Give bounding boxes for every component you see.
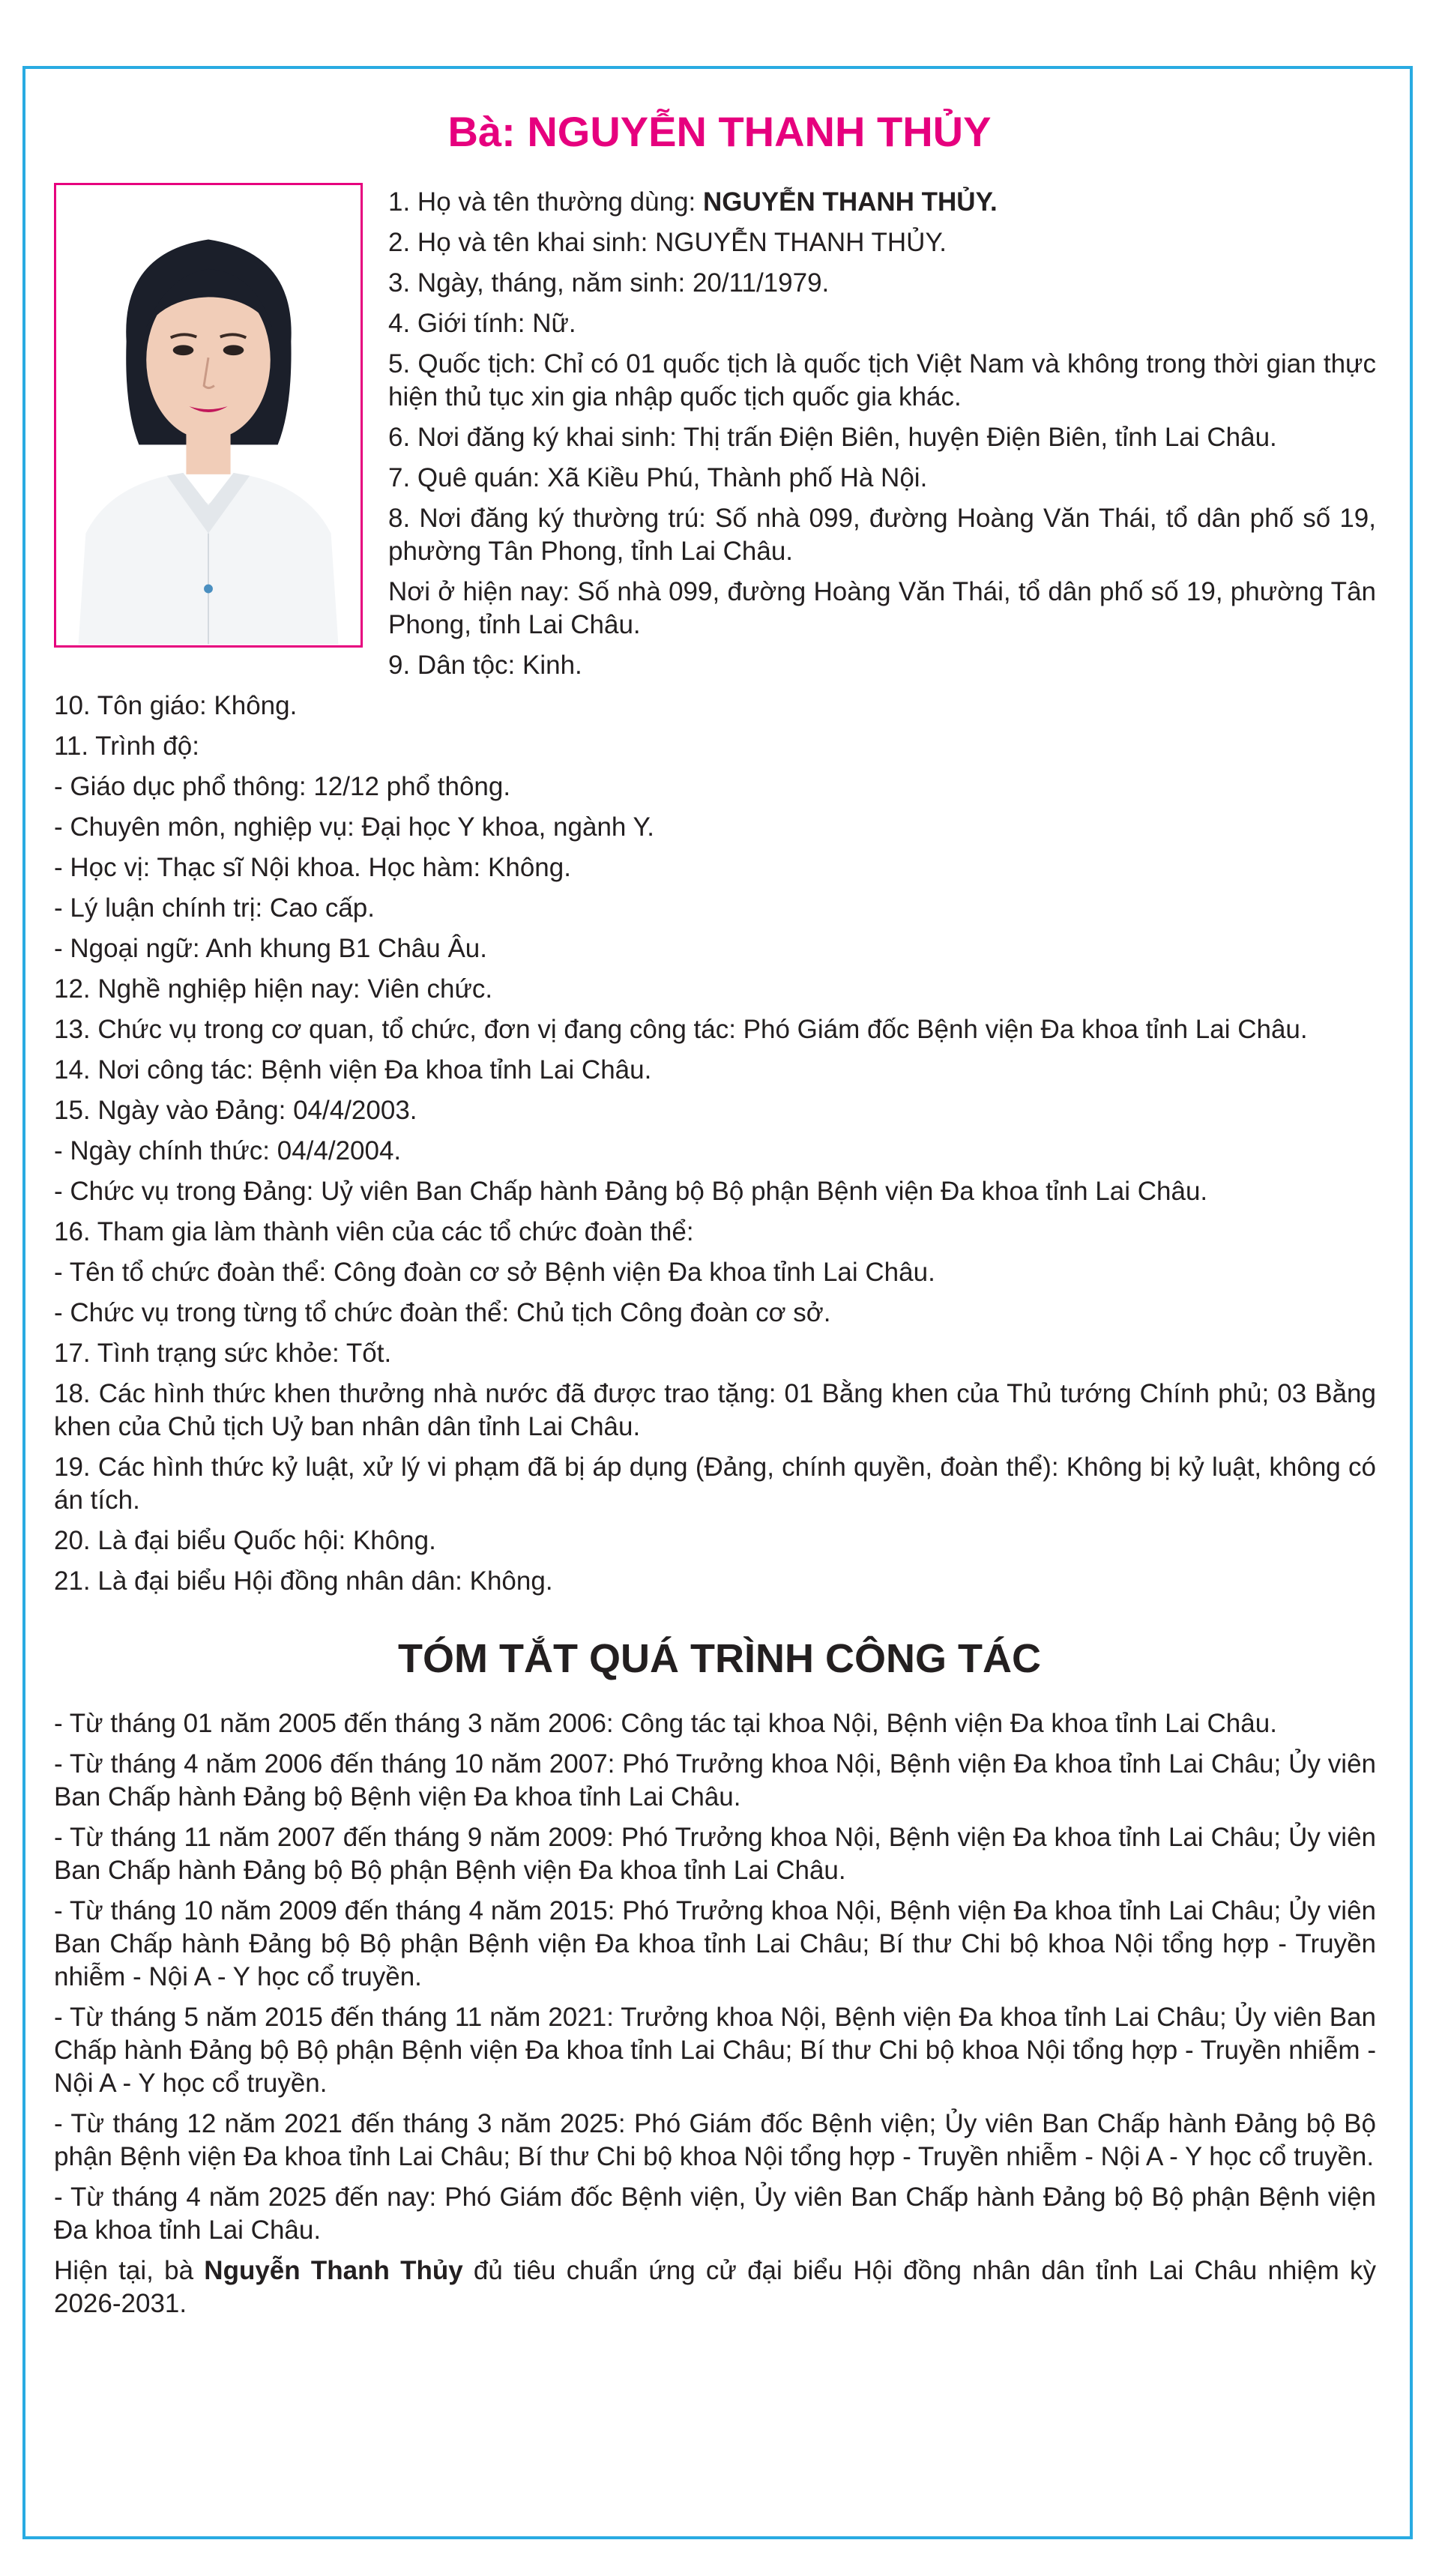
info-item: 17. Tình trạng sức khỏe: Tốt. — [54, 1339, 392, 1368]
work-history-title: TÓM TẮT QUÁ TRÌNH CÔNG TÁC — [398, 1636, 1041, 1681]
info-item: Nơi ở hiện nay: Số nhà 099, đường Hoàng Văn Thái, tổ dân phố số 19, phường Tân Phong, tỉnh Lai Châu. — [388, 577, 1376, 639]
work-history-item: - Từ tháng 10 năm 2009 đến tháng 4 năm 2015: Phó Trưởng khoa Nội, Bệnh viện Đa khoa tỉnh Lai Châu; Ủy viên Ban Chấp hành Đảng bộ Bộ phận Bệnh viện Đa khoa tỉnh Lai Châu; Bí thư Chi bộ khoa Nội tổng hợp - Truyền nhiễm - Nội A - Y học cổ truyền. — [54, 1896, 1376, 1991]
info-item: - Chuyên môn, nghiệp vụ: Đại học Y khoa, ngành Y. — [54, 812, 655, 842]
work-history-item: - Từ tháng 12 năm 2021 đến tháng 3 năm 2025: Phó Giám đốc Bệnh viện; Ủy viên Ban Chấp hành Đảng bộ Bộ phận Bệnh viện Đa khoa tỉnh Lai Châu; Bí thư Chi bộ khoa Nội tổng hợp - Truyền nhiễm - Nội A - Y học cổ truyền. — [54, 2109, 1376, 2171]
info-item: 16. Tham gia làm thành viên của các tổ chức đoàn thể: — [54, 1217, 694, 1246]
info-item — [388, 186, 1376, 219]
info-item: 21. Là đại biểu Hội đồng nhân dân: Không. — [54, 1566, 553, 1596]
info-item: 5. Quốc tịch: Chỉ có 01 quốc tịch là quốc tịch Việt Nam và không trong thời gian thực hiện thủ tục xin gia nhập quốc tịch quốc gia khác. — [388, 349, 1376, 411]
info-item: 20. Là đại biểu Quốc hội: Không. — [54, 1526, 436, 1555]
info-item-value: NGUYỄN THANH THỦY. — [702, 187, 998, 217]
candidate-name: Nguyễn Thanh Thủy — [204, 2256, 463, 2285]
info-item: - Chức vụ trong Đảng: Uỷ viên Ban Chấp hành Đảng bộ Bộ phận Bệnh viện Đa khoa tỉnh Lai Châu. — [54, 1177, 1208, 1206]
info-item: - Ngày chính thức: 04/4/2004. — [54, 1136, 402, 1165]
info-item-label: 1. Họ và tên thường dùng: — [388, 187, 703, 217]
info-item: 8. Nơi đăng ký thường trú: Số nhà 099, đường Hoàng Văn Thái, tổ dân phố số 19, phường Tân Phong, tỉnh Lai Châu. — [388, 504, 1376, 566]
info-item: 2. Họ và tên khai sinh: NGUYỄN THANH THỦY. — [388, 228, 947, 257]
portrait-image — [56, 185, 360, 645]
portrait-photo — [54, 183, 363, 648]
work-history-item: - Từ tháng 5 năm 2015 đến tháng 11 năm 2021: Trưởng khoa Nội, Bệnh viện Đa khoa tỉnh Lai Châu; Ủy viên Ban Chấp hành Đảng bộ Bộ phận Bệnh viện Đa khoa tỉnh Lai Châu; Bí thư Chi bộ khoa Nội tổng hợp - Truyền nhiễm - Nội A - Y học cổ truyền. — [54, 2003, 1376, 2098]
personal-info-lower — [54, 690, 1376, 1605]
page-title: Bà: NGUYỄN THANH THỦY — [447, 108, 992, 155]
info-item: 10. Tôn giáo: Không. — [54, 691, 298, 720]
info-item: - Lý luận chính trị: Cao cấp. — [54, 893, 375, 923]
info-item: 6. Nơi đăng ký khai sinh: Thị trấn Điện Biên, huyện Điện Biên, tỉnh Lai Châu. — [388, 423, 1277, 452]
work-history-list — [54, 1707, 1376, 2328]
personal-info-upper — [388, 186, 1376, 690]
info-item: 12. Nghề nghiệp hiện nay: Viên chức. — [54, 974, 493, 1004]
info-item: - Chức vụ trong từng tổ chức đoàn thể: Chủ tịch Công đoàn cơ sở. — [54, 1298, 831, 1327]
closing-text-end: đủ tiêu chuẩn ứng cử đại biểu Hội đồng nhân dân tỉnh Lai Châu nhiệm kỳ 2026-2031. — [54, 2256, 1376, 2318]
info-item: 7. Quê quán: Xã Kiều Phú, Thành phố Hà Nội. — [388, 463, 928, 492]
info-item: - Giáo dục phổ thông: 12/12 phổ thông. — [54, 772, 511, 801]
work-history-item: - Từ tháng 11 năm 2007 đến tháng 9 năm 2009: Phó Trưởng khoa Nội, Bệnh viện Đa khoa tỉnh Lai Châu; Ủy viên Ban Chấp hành Đảng bộ Bộ phận Bệnh viện Đa khoa tỉnh Lai Châu. — [54, 1823, 1376, 1885]
work-history-item: - Từ tháng 01 năm 2005 đến tháng 3 năm 2006: Công tác tại khoa Nội, Bệnh viện Đa khoa tỉnh Lai Châu. — [54, 1709, 1277, 1738]
info-item: - Tên tổ chức đoàn thể: Công đoàn cơ sở Bệnh viện Đa khoa tỉnh Lai Châu. — [54, 1258, 935, 1287]
work-history-item: - Từ tháng 4 năm 2025 đến nay: Phó Giám đốc Bệnh viện, Ủy viên Ban Chấp hành Đảng bộ Bộ phận Bệnh viện Đa khoa tỉnh Lai Châu. — [54, 2183, 1376, 2245]
closing-text-start: Hiện tại, bà — [54, 2256, 205, 2285]
info-item: 14. Nơi công tác: Bệnh viện Đa khoa tỉnh Lai Châu. — [54, 1055, 652, 1085]
info-item: 9. Dân tộc: Kinh. — [388, 651, 582, 680]
work-history-item: - Từ tháng 4 năm 2006 đến tháng 10 năm 2007: Phó Trưởng khoa Nội, Bệnh viện Đa khoa tỉnh Lai Châu; Ủy viên Ban Chấp hành Đảng bộ Bệnh viện Đa khoa tỉnh Lai Châu. — [54, 1749, 1376, 1812]
info-item: 11. Trình độ: — [54, 732, 199, 761]
info-item: 15. Ngày vào Đảng: 04/4/2003. — [54, 1096, 417, 1125]
info-item: - Học vị: Thạc sĩ Nội khoa. Học hàm: Không. — [54, 853, 571, 882]
info-item: 18. Các hình thức khen thưởng nhà nước đã được trao tặng: 01 Bằng khen của Thủ tướng Chính phủ; 03 Bằng khen của Chủ tịch Uỷ ban nhân dân tỉnh Lai Châu. — [54, 1379, 1376, 1441]
info-item: 4. Giới tính: Nữ. — [388, 309, 576, 338]
info-item: 3. Ngày, tháng, năm sinh: 20/11/1979. — [388, 268, 830, 298]
closing-statement — [54, 2254, 1376, 2320]
info-item: 13. Chức vụ trong cơ quan, tổ chức, đơn vị đang công tác: Phó Giám đốc Bệnh viện Đa khoa tỉnh Lai Châu. — [54, 1015, 1308, 1044]
info-item: 19. Các hình thức kỷ luật, xử lý vi phạm đã bị áp dụng (Đảng, chính quyền, đoàn thể): Không bị kỷ luật, không có án tích. — [54, 1453, 1376, 1515]
info-item: - Ngoại ngữ: Anh khung B1 Châu Âu. — [54, 934, 487, 963]
